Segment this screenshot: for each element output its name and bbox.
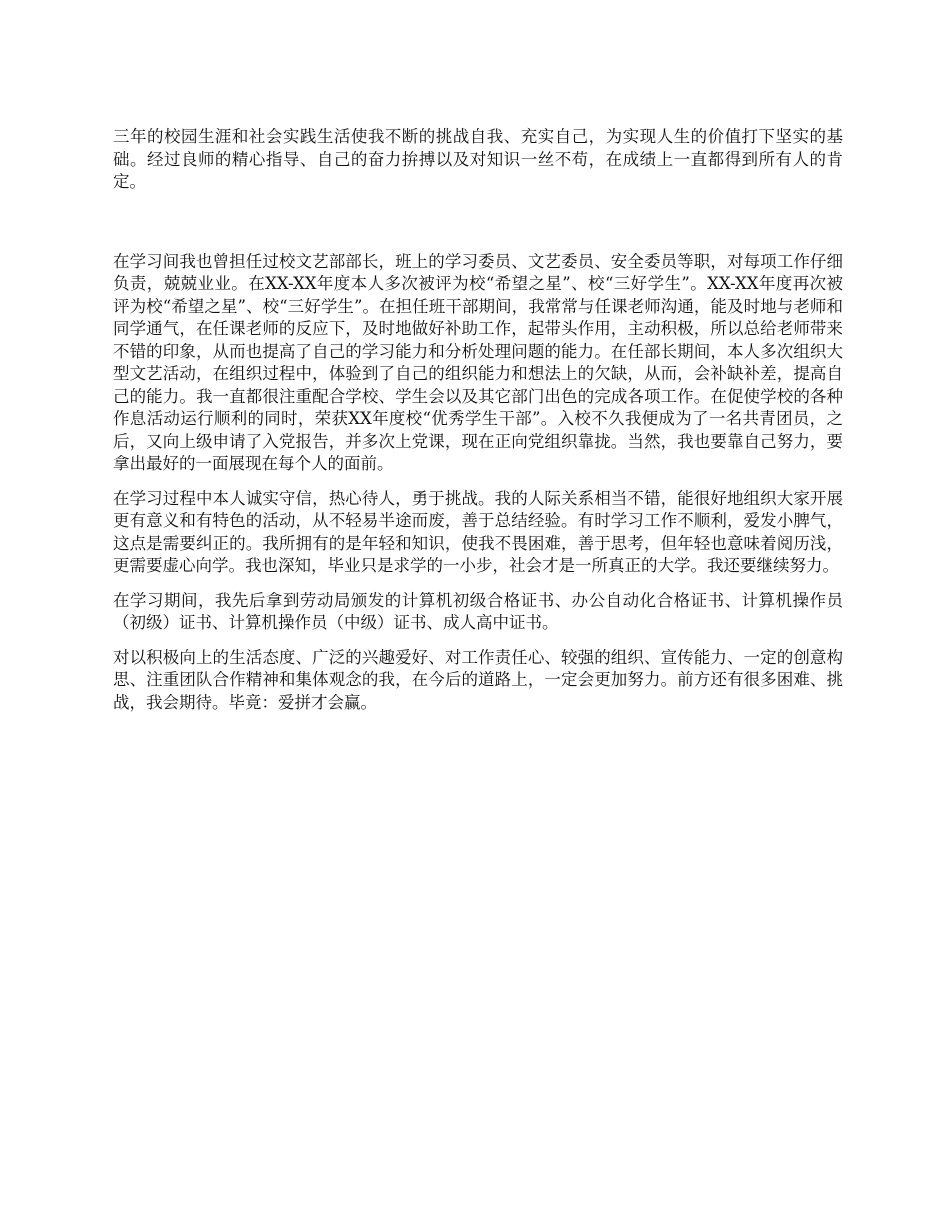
paragraph-character: 在学习过程中本人诚实守信，热心待人，勇于挑战。我的人际关系相当不错，能很好地组织大家开展更有意义和有特色的活动，从不轻易半途而废，善于总结经验。有时学习工作不顺利，爱发小脾气，这点是需要纠正的。我所拥有的是年轻和知识，使我不畏困难，善于思考，但年轻也意味着阅历浅，更需要虚心向学。我也深知，毕业只是求学的一小步，社会才是一所真正的大学。我还要继续努力。 xyxy=(113,488,843,575)
paragraph-responsibilities: 在学习间我也曾担任过校文艺部部长，班上的学习委员、文艺委员、安全委员等职，对每项工作仔细负责，兢兢业业。在XX-XX年度本人多次被评为校“希望之星”、校“三好学生”。XX-XX年度再次被评为校“希望之星”、校“三好学生”。在担任班干部期间，我常常与任课老师沟通，能及时地与老师和同学通气，在任课老师的反应下，及时地做好补助工作，起带头作用，主动积极，所以总给老师带来不错的印象，从而也提高了自己的学习能力和分析处理问题的能力。在任部长期间，本人多次组织大型文艺活动，在组织过程中，体验到了自己的组织能力和想法上的欠缺，从而，会补缺补差，提高自己的能力。我一直都很注重配合学校、学生会以及其它部门出色的完成各项工作。在促使学校的各种作息活动运行顺利的同时，荣获XX年度校“优秀学生干部”。入校不久我便成为了一名共青团员，之后，又向上级申请了入党报告，并多次上党课，现在正向党组织靠拢。当然，我也要靠自己努力，要拿出最好的一面展现在每个人的面前。 xyxy=(113,251,843,473)
paragraph-conclusion: 对以积极向上的生活态度、广泛的兴趣爱好、对工作责任心、较强的组织、宣传能力、一定的创意构思、注重团队合作精神和集体观念的我，在今后的道路上，一定会更加努力。前方还有很多困难、挑战，我会期待。毕竟：爱拼才会赢。 xyxy=(113,647,843,712)
paragraph-certificates: 在学习期间，我先后拿到劳动局颁发的计算机初级合格证书、办公自动化合格证书、计算机操作员（初级）证书、计算机操作员（中级）证书、成人高中证书。 xyxy=(113,590,843,632)
document-body xyxy=(113,126,843,726)
paragraph-intro: 三年的校园生涯和社会实践生活使我不断的挑战自我、充实自己，为实现人生的价值打下坚实的基础。经过良师的精心指导、自己的奋力拚搏以及对知识一丝不苟，在成绩上一直都得到所有人的肯定。 xyxy=(113,127,843,191)
